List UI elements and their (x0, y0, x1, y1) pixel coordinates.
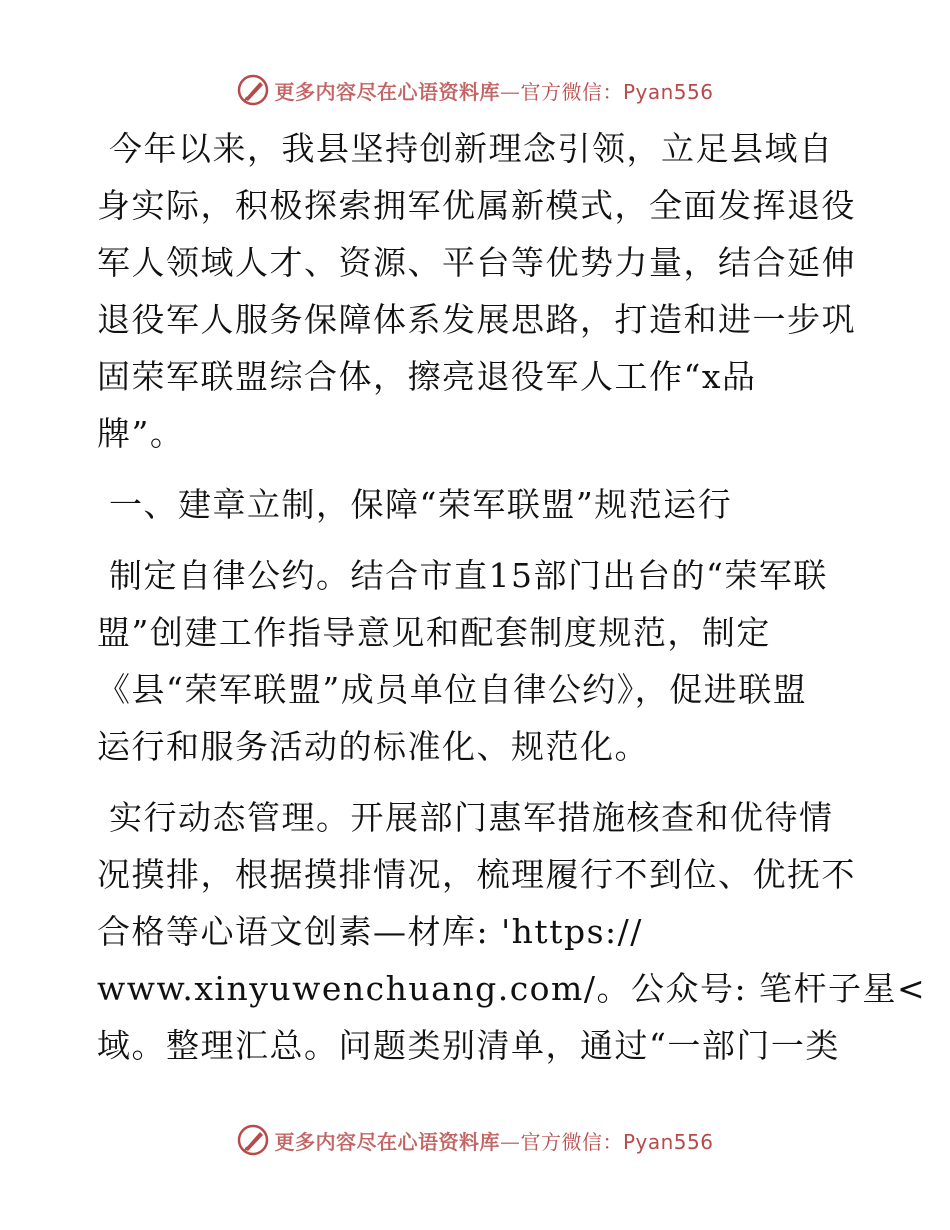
intro-paragraph (97, 120, 857, 462)
footer-watermark-banner (0, 1120, 950, 1160)
watermark-text (274, 76, 713, 105)
text-line: 固荣军联盟综合体，擦亮退役军人工作“x品 (97, 357, 757, 396)
heading-line: 一、建章立制，保障“荣军联盟”规范运行 (109, 485, 733, 524)
text-line: 运行和服务活动的标准化、规范化。 (97, 727, 649, 766)
text-line: 实行动态管理。开展部门惠军措施核查和优待情 (109, 798, 834, 837)
watermark-text (274, 1126, 713, 1155)
watermark-wechat: 官方微信：Pyan556 (520, 79, 714, 104)
quill-logo-icon (236, 73, 270, 107)
text-line: 军人领域人才、资源、平台等优势力量，结合延伸 (97, 243, 856, 282)
watermark-label: 更多内容尽在心语资料库 (274, 1129, 500, 1154)
text-line: 《县“荣军联盟”成员单位自律公约》，促进联盟 (97, 670, 808, 709)
text-line: www.xinyuwenchuang.com/。公众号: 笔杆子星< (97, 969, 927, 1008)
quill-logo-icon (236, 1123, 270, 1157)
text-line: 退役军人服务保障体系发展思路，打造和进一步巩 (97, 300, 856, 339)
body-paragraph (97, 547, 857, 775)
text-line: 域。整理汇总。问题类别清单，通过“一部门一类 (97, 1026, 840, 1065)
watermark-separator: — (499, 1129, 521, 1154)
text-line: 盟”创建工作指导意见和配套制度规范，制定 (97, 613, 771, 652)
text-line: 制定自律公约。结合市直15部门出台的“荣军联 (109, 556, 828, 595)
section-heading (97, 476, 857, 533)
body-paragraph (97, 789, 927, 1074)
text-line: 况摸排，根据摸排情况，梳理履行不到位、优抚不 (97, 855, 856, 894)
text-line: 今年以来，我县坚持创新理念引领，立足县域自 (109, 129, 834, 168)
text-line: 身实际，积极探索拥军优属新模式，全面发挥退役 (97, 186, 856, 225)
text-line: 牌”。 (97, 414, 185, 453)
watermark-wechat: 官方微信：Pyan556 (520, 1129, 714, 1154)
document-body (97, 120, 927, 1074)
header-watermark-banner (0, 70, 950, 110)
text-line: 合格等心语文创素—材库: 'https:// (97, 912, 643, 951)
watermark-label: 更多内容尽在心语资料库 (274, 79, 500, 104)
watermark-separator: — (499, 79, 521, 104)
